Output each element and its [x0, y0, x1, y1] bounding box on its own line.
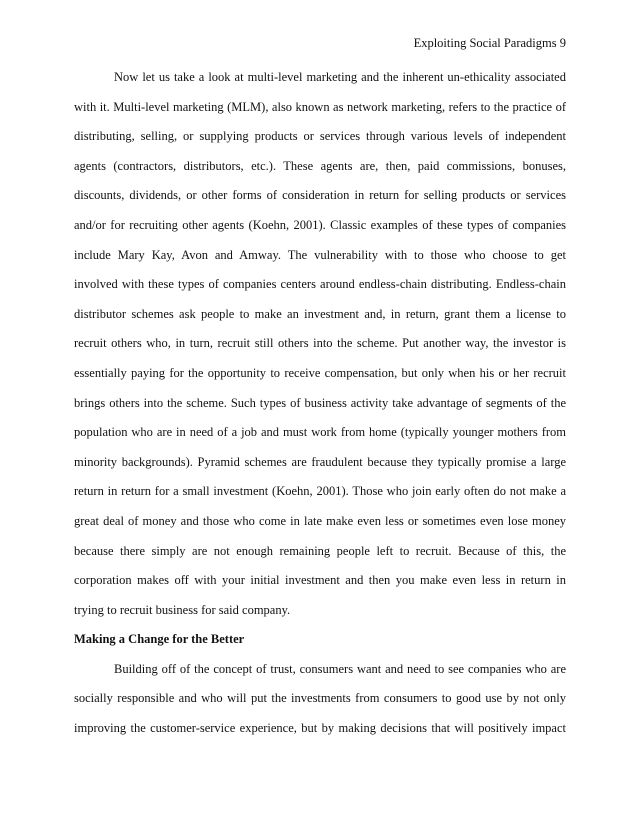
paragraph-2-line: improving the customer-service experience, but by making decisions that will positively impact	[74, 721, 566, 736]
paragraph-1-line: distributing, selling, or supplying products or services through various levels of independent	[74, 129, 566, 144]
paragraph-1-line: population who are in need of a job and must work from home (typically younger mothers from	[74, 425, 566, 440]
paragraph-1-line: involved with these types of companies centers around endless-chain distributing. Endless-chain	[74, 277, 566, 292]
paragraph-1-line: include Mary Kay, Avon and Amway. The vulnerability with to those who choose to get	[74, 247, 566, 262]
paragraph-1-line: return in return for a small investment (Koehn, 2001). Those who join early often do not make a	[74, 484, 566, 499]
paragraph-1-line: agents (contractors, distributors, etc.). These agents are, then, paid commissions, bonuses,	[74, 158, 566, 173]
paragraph-2-line: socially responsible and who will put the investments from consumers to good use by not only	[74, 691, 566, 706]
paragraph-1-line: because there simply are not enough remaining people left to recruit. Because of this, the	[74, 543, 566, 558]
running-head: Exploiting Social Paradigms 9	[413, 36, 566, 50]
paragraph-1-line: corporation makes off with your initial investment and then you make even less in return in	[74, 573, 566, 588]
paragraph-1-line: recruit others who, in turn, recruit still others into the scheme. Put another way, the investor is	[74, 336, 566, 351]
paragraph-1-line: and/or for recruiting other agents (Koehn, 2001). Classic examples of these types of companies	[74, 217, 566, 232]
body-text	[74, 69, 566, 750]
paragraph-2-line: Building off of the concept of trust, consumers want and need to see companies who are	[114, 661, 566, 676]
paragraph-1-line: distributor schemes ask people to make an investment and, in return, grant them a license to	[74, 306, 566, 321]
paragraph-1-line: discounts, dividends, or other forms of consideration in return for selling products or services	[74, 188, 566, 203]
paragraph-1-line: brings others into the scheme. Such types of business activity take advantage of segments of the	[74, 395, 566, 410]
paragraph-1-line: trying to recruit business for said company.	[74, 602, 291, 617]
paragraph-1-line: minority backgrounds). Pyramid schemes are fraudulent because they typically promise a large	[74, 454, 566, 469]
paragraph-1-line: great deal of money and those who come in late make even less or sometimes even lose money	[74, 513, 566, 528]
paragraph-1-line: essentially paying for the opportunity to receive compensation, but only when his or her recruit	[74, 365, 566, 380]
paragraph-1-line: Now let us take a look at multi-level marketing and the inherent un-ethicality associated	[114, 70, 566, 84]
section-heading: Making a Change for the Better	[74, 632, 245, 647]
paragraph-1-line: with it. Multi-level marketing (MLM), also known as network marketing, refers to the practice of	[74, 99, 566, 114]
